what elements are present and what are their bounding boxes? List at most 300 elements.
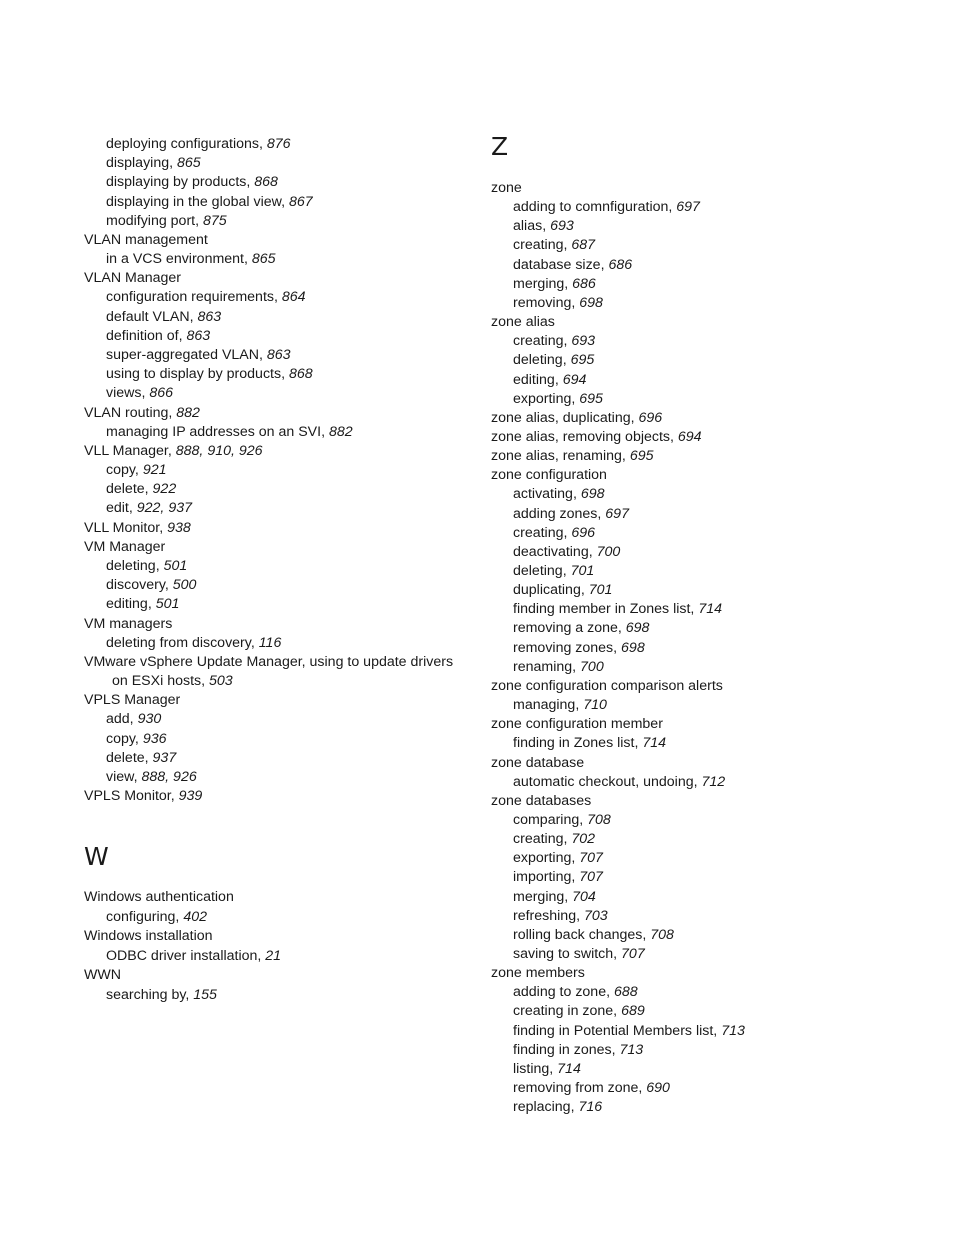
index-separator: , [562, 352, 571, 369]
index-term: zone alias, removing objects [491, 428, 671, 445]
index-term: super-aggregated VLAN [106, 346, 260, 363]
index-subentry [106, 423, 353, 441]
index-page-ref: 868 [288, 366, 313, 383]
index-main-entry [491, 715, 663, 733]
index-separator: , [549, 1060, 558, 1077]
index-term: adding zones [513, 505, 598, 522]
index-term: VLAN management [84, 231, 208, 248]
index-separator: , [189, 308, 198, 325]
index-term: deleting [513, 352, 563, 369]
index-term: delete [106, 749, 145, 766]
index-separator: , [564, 275, 573, 292]
index-page-ref: 708 [587, 811, 611, 828]
index-subentry [513, 505, 629, 523]
index-separator: , [564, 888, 573, 905]
index-term: exporting [513, 390, 572, 407]
index-term: discovery [106, 577, 165, 594]
index-page-ref: 864 [281, 289, 306, 306]
index-main-entry [491, 754, 584, 772]
index-main-entry [491, 313, 555, 331]
index-page-ref: 695 [570, 352, 595, 369]
index-term: searching by [106, 987, 186, 1003]
index-page-ref: 501 [163, 557, 188, 574]
index-term: automatic checkout, undoing [513, 773, 694, 790]
index-separator: , [579, 811, 588, 828]
index-separator: , [164, 577, 173, 594]
index-term: renaming [513, 658, 573, 675]
index-term: default VLAN [106, 308, 190, 325]
index-separator: , [690, 601, 699, 618]
index-separator: , [178, 327, 187, 344]
index-term: refreshing [513, 907, 577, 924]
index-subentry [513, 868, 603, 886]
index-entry-continuation [112, 672, 233, 690]
index-subentry [106, 212, 227, 230]
index-subentry [513, 198, 700, 216]
index-page-ref: 937 [152, 749, 177, 766]
index-main-entry [491, 466, 607, 484]
index-page-ref: 700 [580, 658, 604, 675]
index-page-ref: 116 [258, 634, 282, 651]
index-separator: , [571, 869, 580, 886]
index-page-ref: 865 [251, 251, 276, 268]
index-page-ref: 701 [570, 563, 595, 579]
index-page-ref: 714 [642, 735, 667, 752]
index-separator: , [630, 409, 639, 426]
index-term: deactivating [513, 543, 589, 560]
index-term: displaying [106, 155, 170, 172]
index-page-ref: 686 [572, 275, 596, 292]
index-page-ref: 863 [186, 327, 211, 344]
index-subentry [513, 1041, 643, 1059]
index-page-ref: 500 [172, 577, 197, 594]
index-term: configuration requirements [106, 289, 274, 306]
index-term: definition of [106, 327, 179, 344]
index-term: listing [513, 1060, 550, 1077]
index-term: managing IP addresses on an SVI [106, 423, 322, 440]
index-subentry [106, 173, 278, 191]
index-page-ref: 712 [701, 773, 726, 790]
index-subentry [513, 256, 632, 274]
index-page-ref: 876 [266, 136, 291, 152]
index-term: edit [106, 500, 129, 517]
index-term: alias [513, 218, 543, 235]
index-subentry [106, 908, 207, 926]
index-page-ref: 714 [698, 601, 722, 618]
index-separator: , [642, 926, 651, 943]
index-separator: , [611, 1041, 620, 1058]
index-separator: , [128, 500, 137, 517]
index-main-entry [84, 404, 200, 422]
index-term: view [106, 768, 134, 785]
index-page-ref: 686 [608, 256, 633, 273]
index-term: creating in zone [513, 1003, 614, 1020]
index-subentry [513, 734, 666, 752]
index-separator: , [570, 1099, 579, 1116]
index-term: saving to switch [513, 946, 614, 962]
index-page-ref: 693 [571, 333, 596, 350]
index-subentry [513, 658, 604, 676]
index-page-ref: 698 [580, 486, 605, 503]
index-page-ref: 698 [621, 639, 645, 656]
index-main-entry [491, 409, 662, 427]
index-term: deleting [106, 557, 156, 574]
index-subentry [106, 346, 291, 364]
index-subentry [106, 480, 176, 498]
index-subentry [106, 499, 192, 517]
index-main-entry [84, 653, 453, 671]
index-main-entry [491, 179, 522, 197]
index-subentry [513, 1079, 670, 1097]
index-main-entry [84, 787, 202, 805]
index-term: finding member in Zones list [513, 601, 691, 618]
index-page-ref: 716 [578, 1099, 603, 1116]
index-term: delete [106, 481, 145, 498]
index-main-entry [84, 927, 213, 945]
index-page-ref: 21 [265, 947, 282, 964]
index-separator: , [563, 831, 572, 848]
index-term: adding to zone [513, 984, 607, 1001]
index-term: removing zones [513, 639, 614, 656]
index-separator: , [562, 563, 571, 579]
index-term: activating [513, 486, 573, 503]
index-page-ref: 921 [142, 462, 167, 479]
index-page-ref: 689 [621, 1003, 645, 1020]
index-main-entry [491, 964, 585, 982]
index-subentry [513, 907, 608, 925]
index-page-ref: 922 [152, 481, 177, 498]
index-subentry [513, 371, 586, 389]
index-page-ref: 704 [572, 888, 596, 905]
index-page-ref: 863 [266, 346, 291, 363]
index-subentry [106, 365, 313, 383]
index-subentry [513, 830, 595, 848]
index-separator: , [571, 294, 580, 311]
index-separator: , [250, 634, 259, 651]
index-term: creating [513, 333, 564, 350]
index-separator: , [563, 524, 572, 541]
index-separator: , [572, 486, 581, 503]
index-term: deleting from discovery [106, 634, 251, 651]
index-separator: , [576, 907, 584, 924]
index-separator: , [155, 557, 164, 574]
index-separator: , [563, 333, 572, 350]
index-main-entry [84, 231, 208, 249]
index-separator: , [134, 462, 143, 479]
index-page-ref: 888, 926 [141, 768, 197, 785]
index-term: VPLS Manager [84, 692, 181, 709]
index-separator: , [542, 218, 551, 235]
index-term: comparing [513, 811, 580, 828]
index-term: zone alias, duplicating [491, 409, 631, 426]
index-term: creating [513, 831, 564, 848]
index-page-ref: 702 [571, 831, 596, 848]
index-subentry [513, 639, 645, 657]
index-separator: , [613, 1003, 622, 1020]
index-subentry [106, 986, 217, 1004]
index-subentry [106, 154, 201, 172]
index-page-ref: 888, 910, 926 [175, 442, 263, 459]
index-separator: , [613, 946, 622, 962]
index-term: editing [513, 371, 555, 388]
index-page-ref: 707 [621, 946, 645, 962]
index-separator: , [175, 908, 184, 925]
index-page-ref: 696 [571, 524, 596, 541]
index-separator: , [159, 519, 168, 536]
index-subentry [513, 581, 612, 599]
index-subentry [513, 562, 594, 580]
index-page-ref: 713 [721, 1022, 745, 1039]
index-separator: , [597, 505, 606, 522]
index-separator: , [693, 773, 702, 790]
index-page-ref: 708 [650, 926, 674, 943]
index-page-ref: 707 [579, 850, 603, 867]
index-subentry [106, 730, 166, 748]
index-term: WWN [84, 967, 122, 984]
index-subentry [513, 619, 649, 637]
index-main-entry [491, 447, 653, 465]
index-separator: , [257, 947, 266, 964]
index-separator: , [244, 251, 252, 268]
index-separator: , [281, 193, 289, 210]
index-page-ref: 693 [550, 218, 574, 235]
index-term: removing from zone [513, 1080, 639, 1097]
index-subentry [513, 294, 603, 312]
index-page-ref: 707 [579, 869, 603, 886]
index-term: zone alias [491, 314, 555, 331]
index-page-ref: 865 [177, 155, 201, 172]
index-separator: , [134, 730, 143, 747]
index-separator: , [613, 639, 622, 656]
index-term: zone [491, 180, 522, 196]
index-subentry [106, 461, 166, 479]
index-page-ref: 501 [155, 596, 180, 613]
index-page-ref: 698 [579, 294, 603, 311]
index-term: VLAN routing [84, 404, 169, 421]
index-main-entry [491, 792, 591, 810]
index-term: VM Manager [84, 538, 166, 555]
index-separator: , [169, 155, 177, 172]
index-main-entry [491, 677, 723, 695]
index-term: add [106, 711, 130, 728]
index-separator: , [588, 543, 597, 560]
index-term: zone alias, renaming [491, 448, 622, 465]
index-subentry [513, 945, 645, 963]
index-term: displaying in the global view [106, 193, 282, 210]
index-term: merging [513, 888, 565, 905]
index-main-entry [84, 538, 165, 556]
index-separator: , [144, 749, 153, 766]
index-term: in a VCS environment [106, 251, 245, 268]
index-separator: , [141, 385, 150, 402]
index-separator: , [617, 620, 626, 637]
index-term: merging [513, 275, 565, 292]
index-page-ref: 690 [646, 1080, 670, 1097]
index-subentry [106, 749, 176, 767]
index-subentry [513, 543, 620, 561]
index-separator: , [621, 448, 630, 465]
index-page-ref: 696 [638, 409, 663, 426]
index-page-ref: 688 [613, 984, 638, 1001]
index-page-ref: 863 [197, 308, 222, 325]
index-separator: , [259, 346, 267, 363]
index-term: managing [513, 697, 576, 714]
index-separator: , [321, 423, 329, 440]
index-page-ref: 938 [167, 519, 191, 536]
index-subentry [106, 710, 161, 728]
index-subentry [513, 351, 594, 369]
index-subentry [513, 600, 722, 618]
index-page-ref: 875 [203, 212, 227, 229]
index-separator: , [554, 371, 563, 388]
index-subentry [106, 193, 313, 211]
index-subentry [513, 275, 596, 293]
index-term: copy [106, 730, 135, 747]
index-subentry [513, 1022, 745, 1040]
index-subentry [106, 595, 179, 613]
index-separator: , [670, 428, 678, 445]
index-separator: , [281, 366, 289, 383]
index-subentry [513, 926, 674, 944]
index-subentry [513, 849, 603, 867]
index-page-ref: 698 [625, 620, 650, 637]
index-term: editing [106, 596, 148, 613]
index-page-ref: 939 [178, 788, 203, 805]
index-term: creating [513, 524, 564, 541]
index-main-entry [84, 888, 234, 906]
index-subentry [513, 811, 611, 829]
section-letter-w: W [84, 842, 109, 871]
index-page-ref: 930 [137, 711, 162, 728]
index-term: rolling back changes [513, 926, 643, 943]
index-separator: , [580, 582, 589, 599]
index-subentry [513, 696, 607, 714]
index-term: creating [513, 237, 564, 254]
index-subentry [513, 1098, 602, 1116]
index-term: views [106, 385, 142, 402]
index-page-ref: 155 [193, 987, 217, 1003]
index-term: duplicating [513, 582, 581, 599]
index-separator: , [634, 735, 643, 752]
index-term: database size [513, 256, 601, 273]
index-term: adding to comnfiguration [513, 199, 669, 216]
index-subentry [513, 1002, 645, 1020]
index-term: displaying by products [106, 174, 247, 191]
index-term: using to display by products [106, 366, 282, 383]
index-separator: , [129, 711, 138, 728]
index-separator: , [133, 768, 142, 785]
index-term: finding in Potential Members list [513, 1022, 714, 1039]
index-term: VPLS Monitor [84, 788, 171, 805]
index-term: exporting [513, 850, 572, 867]
index-term: ODBC driver installation [106, 947, 258, 964]
index-page-ref: 868 [254, 174, 278, 191]
index-separator: , [167, 442, 176, 459]
index-term: VLL Manager [84, 442, 168, 459]
index-term: modifying port [106, 212, 196, 229]
index-term: zone configuration member [491, 716, 663, 733]
index-term: configuring [106, 908, 176, 925]
index-page-ref: 694 [677, 428, 702, 445]
index-subentry [106, 634, 281, 652]
index-subentry [106, 135, 291, 153]
index-subentry [106, 384, 173, 402]
index-term: on ESXi hosts [112, 673, 202, 690]
index-subentry [106, 288, 306, 306]
index-page-ref: 866 [149, 385, 174, 402]
index-term: Windows authentication [84, 889, 234, 905]
index-term: deploying configurations [106, 136, 260, 152]
index-subentry [513, 485, 605, 503]
index-subentry [513, 773, 725, 791]
index-page-ref: 694 [562, 371, 587, 388]
index-page-ref: 700 [596, 543, 621, 560]
index-page-ref: 714 [557, 1060, 581, 1077]
index-separator: , [572, 658, 581, 675]
index-subentry [513, 524, 595, 542]
index-term: copy [106, 462, 135, 479]
index-page-ref: 695 [579, 390, 603, 407]
index-page-ref: 922, 937 [136, 500, 192, 517]
index-subentry [106, 327, 210, 345]
index-term: finding in Zones list [513, 735, 635, 752]
index-page-ref: 503 [209, 673, 233, 690]
index-term: zone configuration comparison alerts [491, 677, 723, 694]
index-term: replacing [513, 1099, 571, 1116]
index-page-ref: 936 [142, 730, 167, 747]
index-page-ref: 703 [583, 907, 608, 924]
index-subentry [513, 888, 596, 906]
index-page-ref: 713 [619, 1041, 644, 1058]
index-subentry [513, 217, 574, 235]
index-page-ref: 697 [605, 505, 629, 522]
index-subentry [513, 236, 595, 254]
index-main-entry [84, 691, 180, 709]
index-separator: , [571, 390, 580, 407]
index-term: zone members [491, 965, 585, 982]
index-subentry [106, 947, 281, 965]
index-term: Windows installation [84, 928, 213, 945]
index-separator: , [168, 404, 177, 421]
index-subentry [513, 1060, 581, 1078]
index-separator: , [201, 673, 210, 690]
index-separator: , [170, 788, 179, 805]
index-page-ref: 697 [676, 199, 700, 216]
index-separator: , [571, 850, 580, 867]
index-separator: , [147, 596, 156, 613]
index-term: finding in zones [513, 1041, 612, 1058]
index-term: VLL Monitor [84, 519, 160, 536]
index-subentry [106, 768, 197, 786]
index-main-entry [84, 442, 263, 460]
index-term: deleting [513, 563, 563, 579]
index-term: importing [513, 869, 572, 886]
index-separator: , [713, 1022, 722, 1039]
index-separator: , [563, 237, 572, 254]
index-page-ref: 695 [629, 448, 654, 465]
index-separator: , [195, 212, 203, 229]
index-subentry [106, 250, 276, 268]
index-term: zone database [491, 754, 585, 771]
index-main-entry [84, 615, 172, 633]
index-term: zone databases [491, 792, 592, 809]
index-subentry [513, 390, 603, 408]
index-separator: , [144, 481, 153, 498]
index-main-entry [84, 269, 181, 287]
index-separator: , [259, 136, 267, 152]
index-page-ref: 867 [288, 193, 313, 210]
index-subentry [513, 983, 638, 1001]
